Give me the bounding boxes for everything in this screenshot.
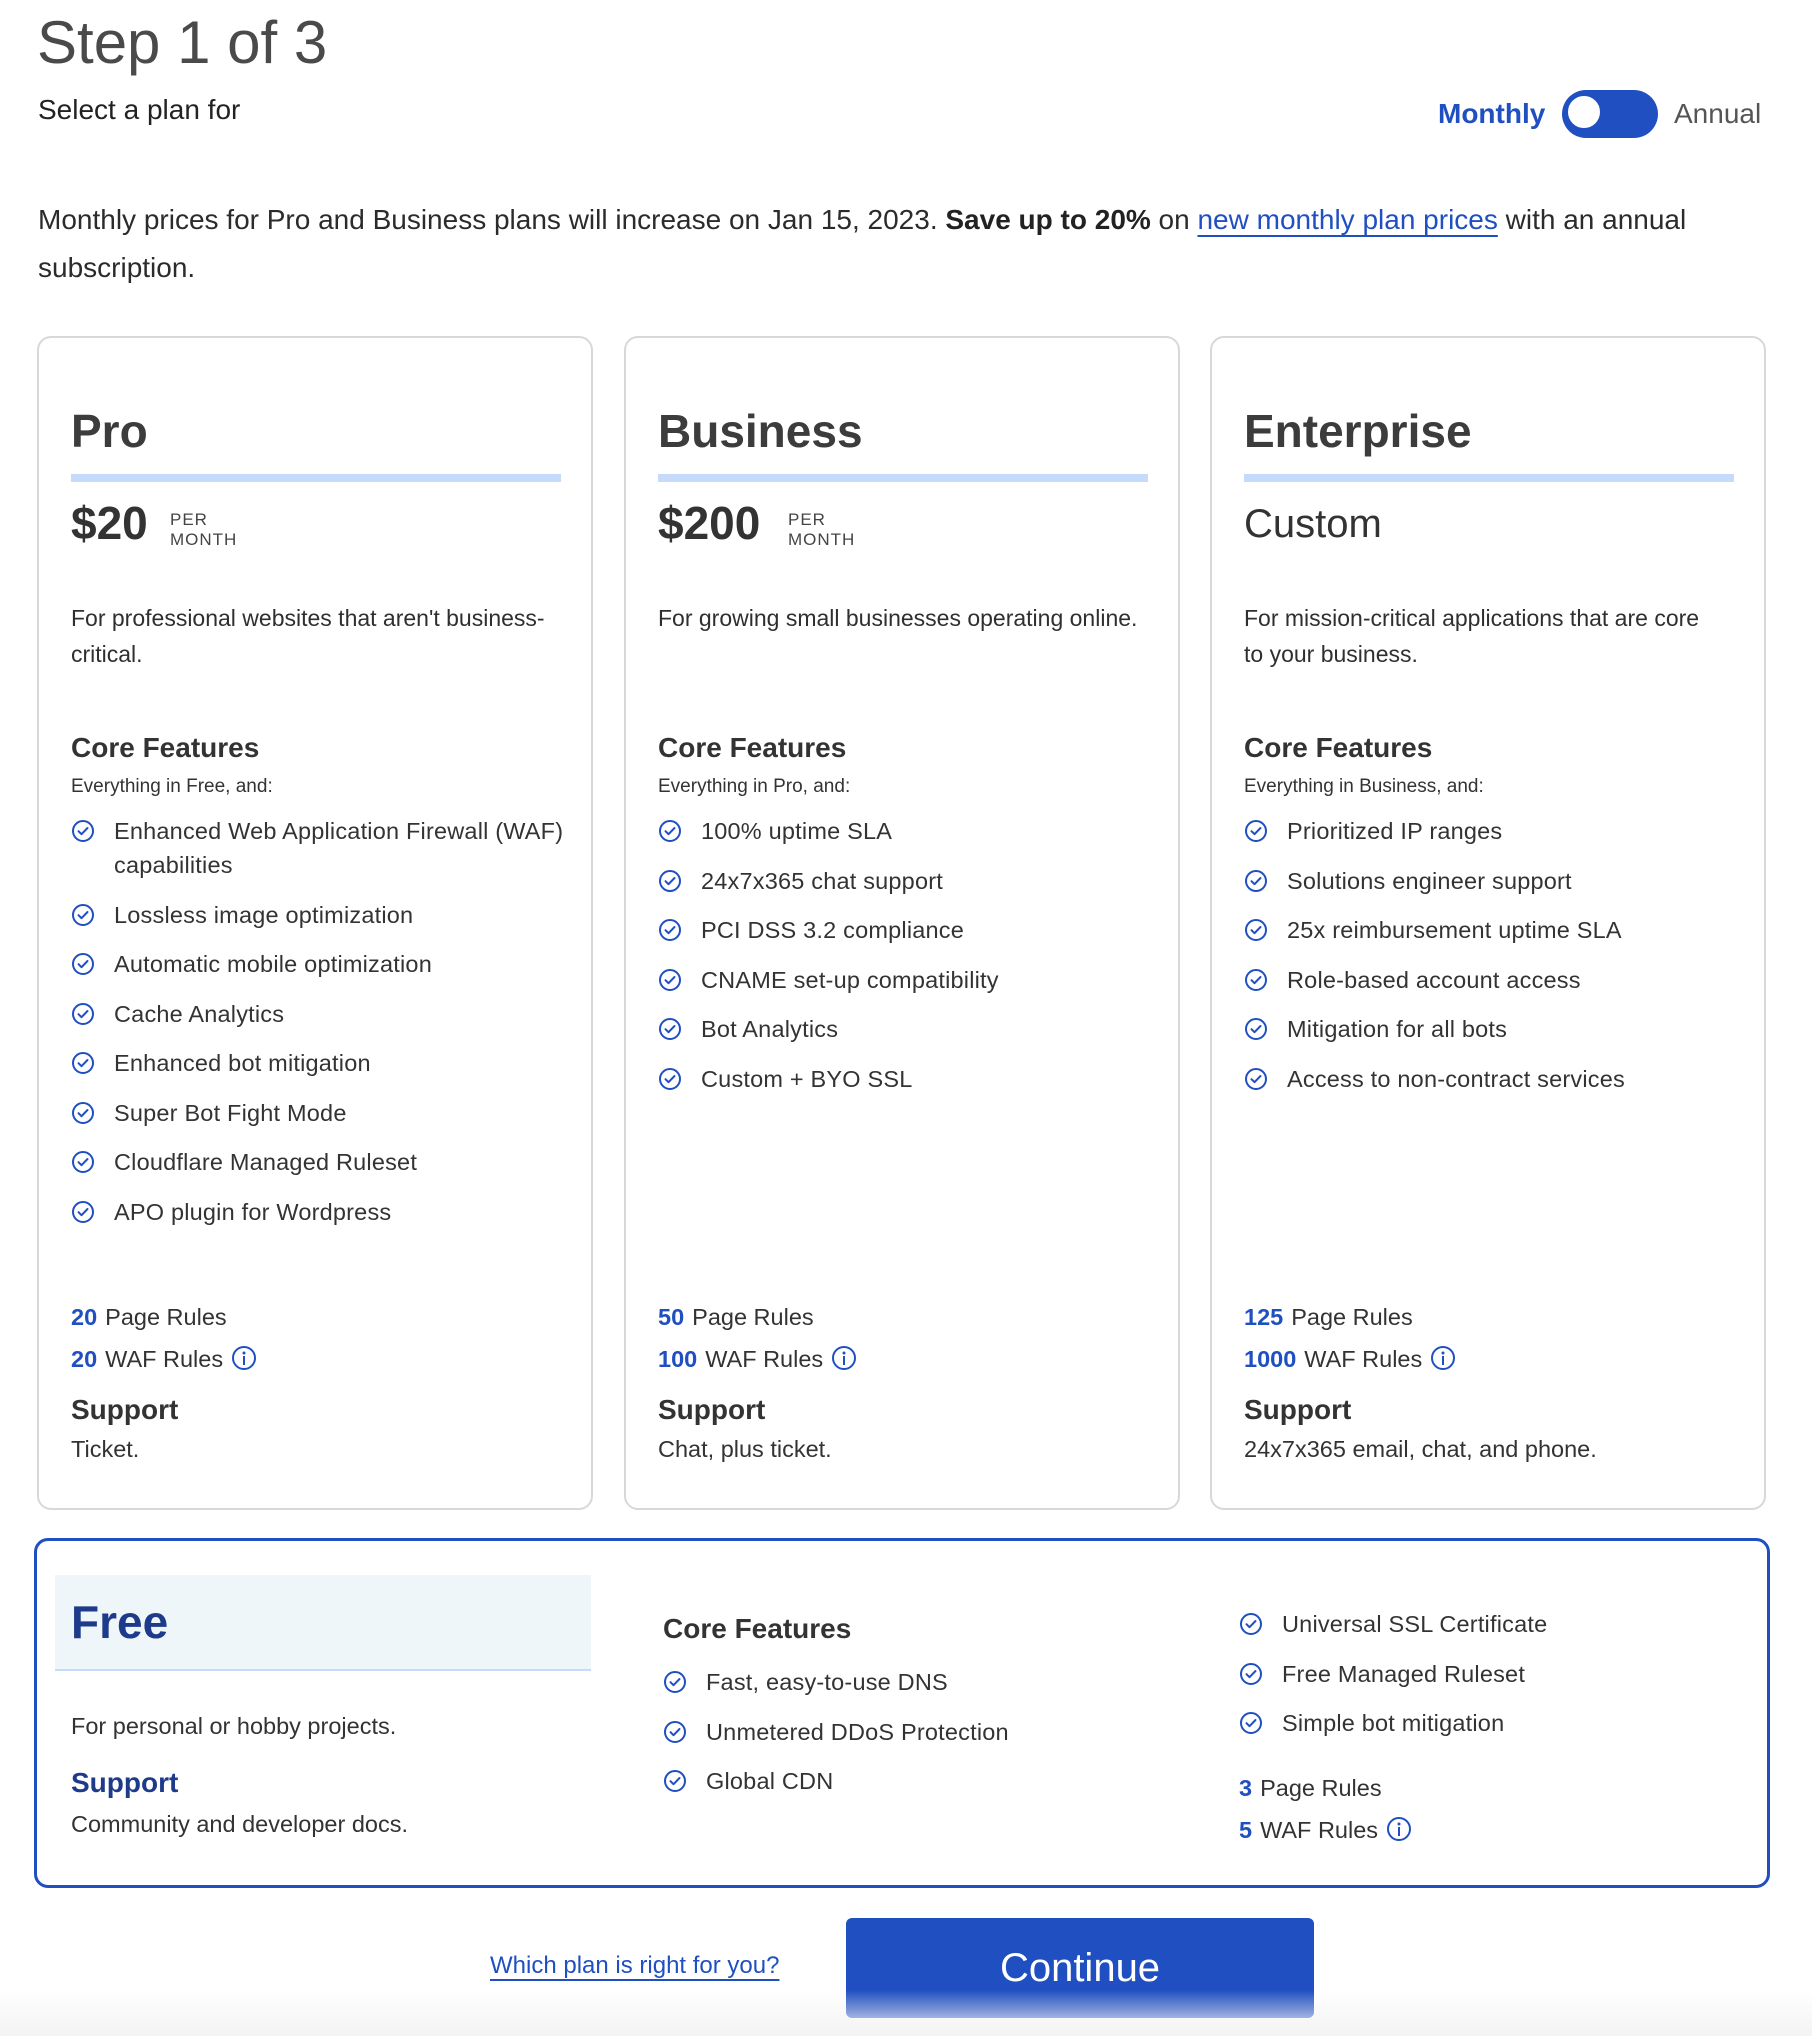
feature-item: Bot Analytics [658, 1012, 1158, 1046]
page-rules: 125 Page Rules [1244, 1304, 1413, 1330]
check-circle-icon [1244, 1067, 1268, 1091]
plan-description: For personal or hobby projects. [71, 1713, 397, 1739]
check-circle-icon [658, 869, 682, 893]
info-icon[interactable] [1386, 1816, 1412, 1842]
annual-label[interactable]: Annual [1674, 98, 1762, 129]
core-features-subtitle: Everything in Pro, and: [658, 776, 851, 797]
feature-item: Unmetered DDoS Protection [663, 1715, 1163, 1749]
feature-item: 24x7x365 chat support [658, 864, 1158, 898]
feature-item: Custom + BYO SSL [658, 1062, 1158, 1096]
plan-accent-bar [71, 474, 561, 482]
check-circle-icon [1244, 819, 1268, 843]
plan-price: $20 [71, 497, 148, 549]
feature-item: Lossless image optimization [71, 898, 571, 932]
support-text: Ticket. [71, 1436, 140, 1462]
check-circle-icon [658, 1017, 682, 1041]
feature-item: Cloudflare Managed Ruleset [71, 1145, 571, 1179]
feature-item: 25x reimbursement uptime SLA [1244, 913, 1744, 947]
plan-name: Free [71, 1596, 169, 1648]
check-circle-icon [71, 1150, 95, 1174]
price-period: PER MONTH [788, 510, 856, 549]
monthly-label[interactable]: Monthly [1438, 98, 1546, 129]
check-circle-icon [658, 968, 682, 992]
feature-item: Access to non-contract services [1244, 1062, 1744, 1096]
info-icon[interactable] [231, 1345, 257, 1371]
feature-item: Cache Analytics [71, 997, 571, 1031]
plan-card-business[interactable] [624, 336, 1180, 1510]
plan-accent-bar [1244, 474, 1734, 482]
continue-button[interactable]: Continue [846, 1918, 1314, 2018]
plan-description: For professional websites that aren't business-critical. [71, 605, 545, 667]
feature-item: CNAME set-up compatibility [658, 963, 1158, 997]
feature-item: Free Managed Ruleset [1239, 1657, 1739, 1691]
support-title: Support [71, 1767, 179, 1798]
support-text: 24x7x365 email, chat, and phone. [1244, 1436, 1597, 1462]
notice-text-2: on [1150, 204, 1198, 235]
toggle-knob [1566, 94, 1602, 130]
plan-name: Pro [71, 405, 148, 457]
notice-text-3: with an annual subscription. [38, 204, 1687, 283]
price-period: PER MONTH [170, 510, 238, 549]
core-features-subtitle: Everything in Free, and: [71, 776, 273, 797]
feature-item: Fast, easy-to-use DNS [663, 1665, 1163, 1699]
check-circle-icon [663, 1720, 687, 1744]
feature-item: Enhanced Web Application Firewall (WAF) capabilities [71, 814, 571, 882]
rules-summary [658, 1296, 857, 1380]
support-title: Support [71, 1394, 179, 1425]
price-increase-notice [38, 196, 1778, 292]
rules-summary [1239, 1767, 1412, 1851]
check-circle-icon [71, 952, 95, 976]
page-subtitle: Select a plan for [38, 94, 241, 125]
feature-list [71, 814, 571, 1244]
feature-item: Prioritized IP ranges [1244, 814, 1744, 848]
plan-accent-bar [658, 474, 1148, 482]
check-circle-icon [658, 918, 682, 942]
feature-list [1239, 1607, 1739, 1756]
waf-rules: 100 WAF Rules [658, 1338, 857, 1380]
feature-item: Mitigation for all bots [1244, 1012, 1744, 1046]
plan-description: For growing small businesses operating online. [658, 605, 1138, 631]
check-circle-icon [658, 1067, 682, 1091]
plan-card-pro[interactable] [37, 336, 593, 1510]
feature-item: Solutions engineer support [1244, 864, 1744, 898]
check-circle-icon [71, 1101, 95, 1125]
check-circle-icon [1244, 869, 1268, 893]
check-circle-icon [1239, 1612, 1263, 1636]
new-prices-link[interactable]: new monthly plan prices [1197, 204, 1498, 235]
check-circle-icon [71, 903, 95, 927]
feature-item: Enhanced bot mitigation [71, 1046, 571, 1080]
plan-name: Business [658, 405, 863, 457]
step-title: Step 1 of 3 [37, 9, 328, 76]
check-circle-icon [1239, 1662, 1263, 1686]
feature-item: Role-based account access [1244, 963, 1744, 997]
core-features-title: Core Features [663, 1613, 852, 1644]
notice-text-1: Monthly prices for Pro and Business plans will increase on Jan 15, 2023. [38, 204, 946, 235]
check-circle-icon [71, 1200, 95, 1224]
support-title: Support [1244, 1394, 1352, 1425]
info-icon[interactable] [831, 1345, 857, 1371]
plan-price: $200 [658, 497, 761, 549]
core-features-title: Core Features [1244, 732, 1433, 763]
check-circle-icon [1244, 1017, 1268, 1041]
billing-period-toggle[interactable] [1562, 90, 1658, 138]
plan-name: Enterprise [1244, 405, 1472, 457]
feature-item: APO plugin for Wordpress [71, 1195, 571, 1229]
page-rules: 3 Page Rules [1239, 1775, 1382, 1801]
support-text: Community and developer docs. [71, 1811, 409, 1837]
page-rules: 20 Page Rules [71, 1304, 227, 1330]
check-circle-icon [71, 1002, 95, 1026]
feature-item: Global CDN [663, 1764, 1163, 1798]
core-features-subtitle: Everything in Business, and: [1244, 776, 1484, 797]
feature-list [1244, 814, 1744, 1111]
check-circle-icon [658, 819, 682, 843]
check-circle-icon [1244, 968, 1268, 992]
core-features-title: Core Features [71, 732, 260, 763]
feature-list [663, 1665, 1163, 1814]
plan-card-free[interactable] [34, 1538, 1770, 1888]
check-circle-icon [71, 819, 95, 843]
billing-period-toggle-group [1430, 86, 1812, 146]
which-plan-link[interactable]: Which plan is right for you? [490, 1952, 780, 1979]
waf-rules: 1000 WAF Rules [1244, 1338, 1456, 1380]
feature-item: PCI DSS 3.2 compliance [658, 913, 1158, 947]
page-rules: 50 Page Rules [658, 1304, 814, 1330]
feature-item: Super Bot Fight Mode [71, 1096, 571, 1130]
waf-rules: 20 WAF Rules [71, 1338, 257, 1380]
feature-list [658, 814, 1158, 1111]
check-circle-icon [663, 1670, 687, 1694]
feature-item: Universal SSL Certificate [1239, 1607, 1739, 1641]
feature-item: Simple bot mitigation [1239, 1706, 1739, 1740]
feature-item: Automatic mobile optimization [71, 947, 571, 981]
notice-savings: Save up to 20% [945, 204, 1151, 235]
rules-summary [1244, 1296, 1456, 1380]
support-title: Support [658, 1394, 766, 1425]
waf-rules: 5 WAF Rules [1239, 1809, 1412, 1851]
core-features-title: Core Features [658, 732, 847, 763]
info-icon[interactable] [1430, 1345, 1456, 1371]
plan-price: Custom [1244, 502, 1382, 546]
rules-summary [71, 1296, 257, 1380]
plan-description: For mission-critical applications that are core to your business. [1244, 605, 1700, 667]
free-plan-header [55, 1575, 591, 1671]
feature-item: 100% uptime SLA [658, 814, 1158, 848]
check-circle-icon [663, 1769, 687, 1793]
support-text: Chat, plus ticket. [658, 1436, 832, 1462]
check-circle-icon [1239, 1711, 1263, 1735]
plan-card-enterprise[interactable] [1210, 336, 1766, 1510]
check-circle-icon [71, 1051, 95, 1075]
check-circle-icon [1244, 918, 1268, 942]
